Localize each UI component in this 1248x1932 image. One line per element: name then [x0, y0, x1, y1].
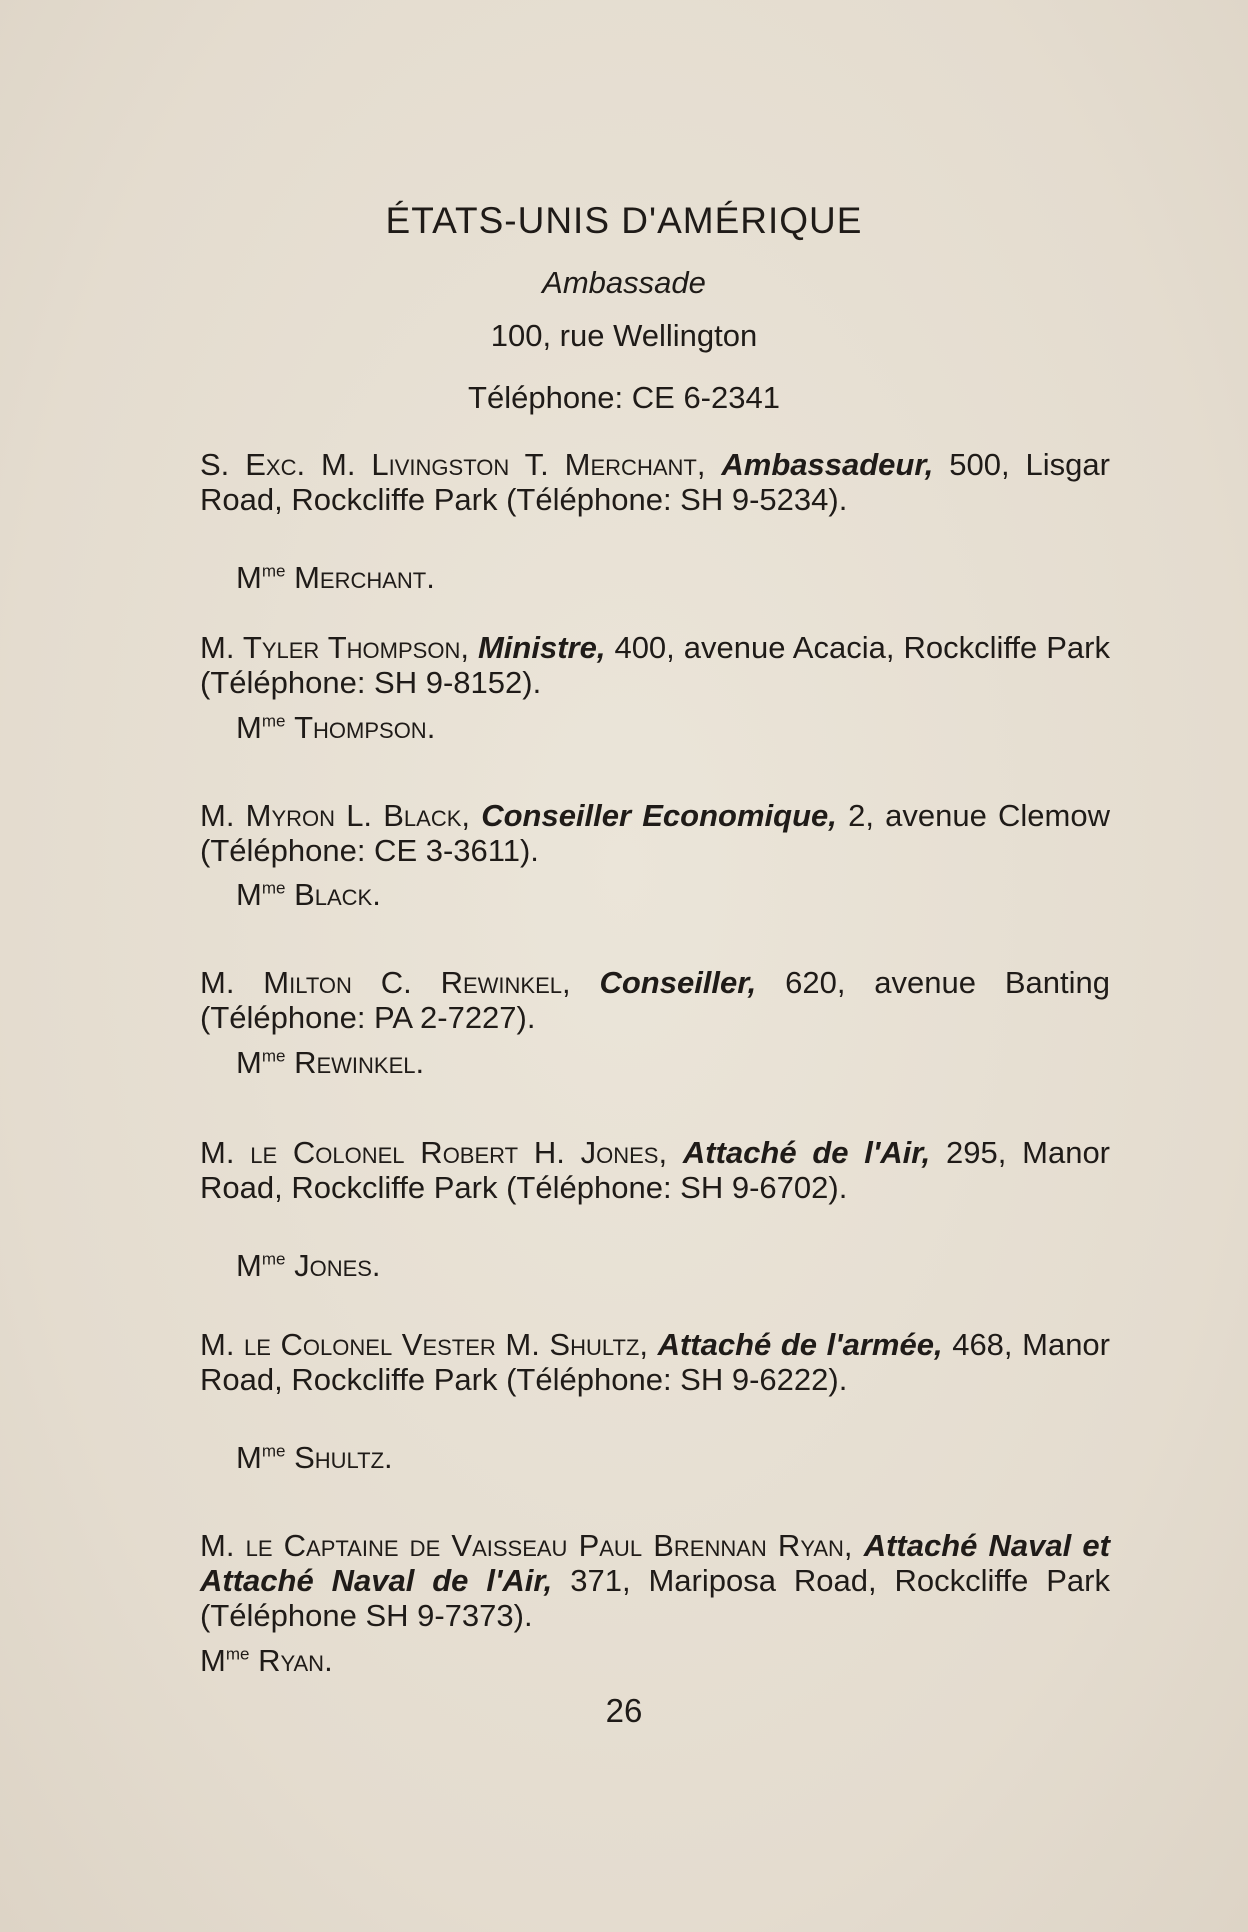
- entry-details: 468, Manor Road, Rockcliffe Park (Téléphone: SH 9-6222).: [200, 1327, 1111, 1397]
- spouse-entry: $M^{me}$ Ryan.: [200, 1643, 333, 1678]
- entry-details: 295, Manor Road, Rockcliffe Park (Téléphone: SH 9-6702).: [200, 1135, 1111, 1205]
- entry-details: 371, Mariposa Road, Rockcliffe Park (Téléphone SH 9-7373).: [200, 1563, 1110, 1633]
- directory-entry: [200, 1327, 1110, 1397]
- directory-entry: [200, 447, 1110, 517]
- spouse-entry: $M^{me}$ Black.: [236, 877, 381, 912]
- directory-entry: [200, 1135, 1110, 1205]
- entry-name: M. Tyler Thompson,: [200, 630, 469, 665]
- entry-name: M. Myron L. Black,: [200, 798, 470, 833]
- embassy-address: 100, rue Wellington: [490, 318, 758, 353]
- page-number: 26: [605, 1692, 643, 1729]
- entry-name: S. Exc. M. Livingston T. Merchant,: [200, 447, 706, 482]
- directory-entry: [200, 965, 1110, 1035]
- entry-role: Ambassadeur,: [721, 447, 934, 482]
- entry-name: M. le Colonel Robert H. Jones,: [200, 1135, 668, 1170]
- directory-entry: [200, 1528, 1110, 1633]
- entry-details: 400, avenue Acacia, Rockcliffe Park (Téléphone: SH 9-8152).: [200, 630, 1110, 700]
- spouse-entry: $M^{me}$ Merchant.: [236, 560, 435, 595]
- directory-entry: [200, 798, 1110, 868]
- entry-role: Attaché de l'armée,: [657, 1327, 943, 1362]
- entry-role: Conseiller,: [599, 965, 757, 1000]
- entry-details: 500, Lisgar Road, Rockcliffe Park (Téléphone: SH 9-5234).: [200, 447, 1110, 517]
- entry-details: 620, avenue Banting (Téléphone: PA 2-7227).: [200, 965, 1110, 1035]
- entry-role: Attaché Naval et Attaché Naval de l'Air,: [200, 1528, 1110, 1598]
- section-subtitle: Ambassade: [542, 265, 706, 300]
- entry-details: 2, avenue Clemow (Téléphone: CE 3-3611).: [200, 798, 1110, 868]
- entry-role: Attaché de l'Air,: [682, 1135, 931, 1170]
- entry-role: Conseiller Economique,: [481, 798, 837, 833]
- entry-name: M. le Colonel Vester M. Shultz,: [200, 1327, 648, 1362]
- embassy-phone: Téléphone: CE 6-2341: [468, 380, 780, 415]
- page-title: ÉTATS-UNIS D'AMÉRIQUE: [385, 200, 863, 241]
- entry-role: Ministre,: [477, 630, 606, 665]
- spouse-entry: $M^{me}$ Shultz.: [236, 1440, 393, 1475]
- spouse-entry: $M^{me}$ Rewinkel.: [236, 1045, 425, 1080]
- spouse-entry: $M^{me}$ Thompson.: [236, 710, 436, 745]
- directory-entry: [200, 630, 1110, 700]
- entry-name: M. le Captaine de Vaisseau Paul Brennan Ryan,: [200, 1528, 853, 1563]
- spouse-entry: $M^{me}$ Jones.: [236, 1248, 381, 1283]
- entry-name: M. Milton C. Rewinkel,: [200, 965, 571, 1000]
